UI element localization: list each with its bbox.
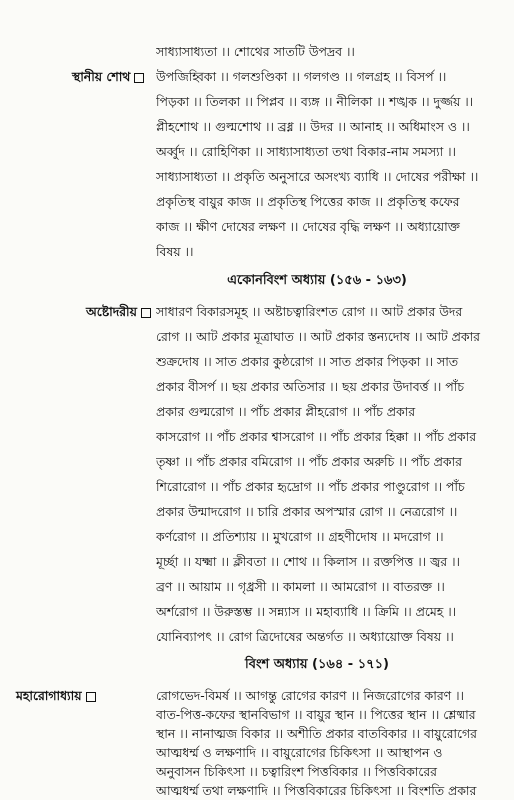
section1-line-4: অর্ব্বুদ ।। রোহিণিকা ।। সাধ্যাসাধ্যতা তথা বিকার-নাম সমস্যা ।। bbox=[156, 144, 456, 159]
section2-line-6: তৃষ্ণা ।। পাঁচ প্রকার বমিরোগ ।। পাঁচ প্রকার অরুচি ।। পাঁচ প্রকার bbox=[156, 454, 462, 469]
section3-line-0: রোগভেদ-বিমর্ষ ।। আগন্তু রোগের কারণ ।। নিজরোগের কারণ ।। bbox=[156, 688, 464, 703]
square-bullet-icon bbox=[134, 73, 144, 83]
section1-line-5: সাধ্যাসাধ্যতা ।। প্রকৃতি অনুসারে অসংখ্য ব্যাধি ।। দোষের পরীক্ষা ।। bbox=[156, 169, 479, 184]
section1-line-2: পিড়কা ।। তিলকা ।। পিপ্লব ।। ব্যঙ্গ ।। নীলিকা ।। শঙ্খক ।। দুর্জ্জয় ।। bbox=[156, 94, 474, 109]
section3-line-1: বাত-পিত্ত-কফের স্থানবিভাগ ।। বায়ুর স্থান ।। পিত্তের স্থান ।। শ্লেষ্মার bbox=[156, 707, 476, 722]
section2-line-5: কাসরোগ ।। পাঁচ প্রকার শ্বাসরোগ ।। পাঁচ প্রকার হিক্কা ।। পাঁচ প্রকার bbox=[156, 429, 477, 444]
section2-label-text: অষ্টোদরীয় bbox=[86, 304, 137, 319]
chapter-20-heading-text: বিংশ অধ্যায় (১৬৪ - ১৭১) bbox=[244, 657, 389, 672]
section3-label-text: মহারোগাধ্যায় bbox=[16, 688, 82, 703]
section2-line-7: শিরোরোগ ।। পাঁচ প্রকার হৃদ্রোগ ।। পাঁচ প্রকার পাণ্ডুরোগ ।। পাঁচ bbox=[156, 479, 465, 494]
section2-line-8: প্রকার উন্মাদরোগ ।। চারি প্রকার অপস্মার রোগ ।। নেত্ররোগ ।। bbox=[156, 504, 458, 519]
section3-line-5: আত্মধর্ম্ম তথা লক্ষণাদি ।। পিত্তবিকারের চিকিৎসা ।। বিংশতি প্রকার bbox=[156, 783, 477, 798]
section1-line-3: প্লীহশোথ ।। গুল্মশোথ ।। ব্রধ্ন ।। উদর ।। আনাহ ।। অধিমাংস ও ।। bbox=[156, 119, 470, 134]
section2-line-3: প্রকার বীসর্প ।। ছয় প্রকার অতিসার ।। ছয় প্রকার উদাবর্ত্ত ।। পাঁচ bbox=[156, 379, 464, 394]
section1-line-6: প্রকৃতিস্থ বায়ুর কাজ ।। প্রকৃতিস্থ পিত্তের কাজ ।। প্রকৃতিস্থ কফের bbox=[156, 194, 460, 209]
section3-line-4: অনুবাসন চিকিৎসা ।। চত্বারিংশ পিত্তবিকার ।। পিত্তবিকারের bbox=[156, 764, 437, 779]
section1-line-1: উপজিহ্বিকা ।। গলশুণ্ডিকা ।। গলগণ্ড ।। গলগ্রহ ।। বিসর্প ।। bbox=[156, 69, 447, 84]
section3-line-3: আত্মধর্ম্ম ও লক্ষণাদি ।। বায়ুরোগের চিকিৎসা ।। আস্থাপন ও bbox=[156, 745, 443, 760]
section2-line-2: শুক্রদোষ ।। সাত প্রকার কুষ্ঠরোগ ।। সাত প্রকার পিড়কা ।। সাত bbox=[156, 354, 459, 369]
section1-line-8: বিষয় ।। bbox=[156, 244, 194, 259]
section2-line-11: ব্রণ ।। আয়াম ।। গৃধ্রসী ।। কামলা ।। আমরোগ ।। বাতরক্ত ।। bbox=[156, 579, 445, 594]
section2-line-10: মূর্চ্ছা ।। যক্ষ্মা ।। ক্লীবতা ।। শোথ ।। কিলাস ।। রক্তপিত্ত ।। জ্বর ।। bbox=[156, 554, 460, 569]
section2-line-9: কর্ণরোগ ।। প্রতিশ্যায় ।। মুখরোগ ।। গ্রহণীদোষ ।। মদরোগ ।। bbox=[156, 529, 444, 544]
chapter-19-heading bbox=[0, 272, 514, 290]
square-bullet-icon bbox=[141, 308, 151, 318]
section1-line-0: সাধ্যাসাধ্যতা ।। শোথের সাতটি উপদ্রব ।। bbox=[156, 44, 355, 59]
section1-label-text: স্থানীয় শোথ bbox=[72, 69, 131, 84]
chapter-20-heading bbox=[0, 656, 514, 674]
section1-line-7: কাজ ।। ক্ষীণ দোষের লক্ষণ ।। দোষের বৃদ্ধি লক্ষণ ।। অধ্যায়োক্ত bbox=[156, 219, 460, 234]
section2-label bbox=[86, 304, 151, 320]
chapter-19-heading-text: একোনবিংশ অধ্যায় (১৫৬ - ১৬৩) bbox=[227, 273, 407, 288]
section2-line-13: যোনিব্যাপৎ ।। রোগ ত্রিদোষের অন্তর্গত ।। অধ্যায়োক্ত বিষয় ।। bbox=[156, 629, 454, 644]
square-bullet-icon bbox=[86, 692, 96, 702]
section1-label bbox=[72, 69, 144, 85]
section2-line-0: সাধারণ বিকারসমূহ ।। অষ্টাচত্বারিংশত রোগ ।। আট প্রকার উদর bbox=[156, 304, 463, 319]
section3-line-2: স্থান ।। নানাত্মজ বিকার ।। অশীতি প্রকার বাতবিকার ।। বায়ুরোগের bbox=[156, 726, 477, 741]
section2-line-4: প্রকার গুল্মরোগ ।। পাঁচ প্রকার প্লীহরোগ ।। পাঁচ প্রকার bbox=[156, 404, 416, 419]
section2-line-12: অর্শরোগ ।। উরুস্তম্ভ ।। সন্ন্যাস ।। মহাব্যাধি ।। ক্রিমি ।। প্রমেহ ।। bbox=[156, 604, 457, 619]
section3-label bbox=[16, 688, 96, 704]
section2-line-1: রোগ ।। আট প্রকার মূত্রাঘাত ।। আট প্রকার স্তন্যদোষ ।। আট প্রকার bbox=[156, 329, 480, 344]
